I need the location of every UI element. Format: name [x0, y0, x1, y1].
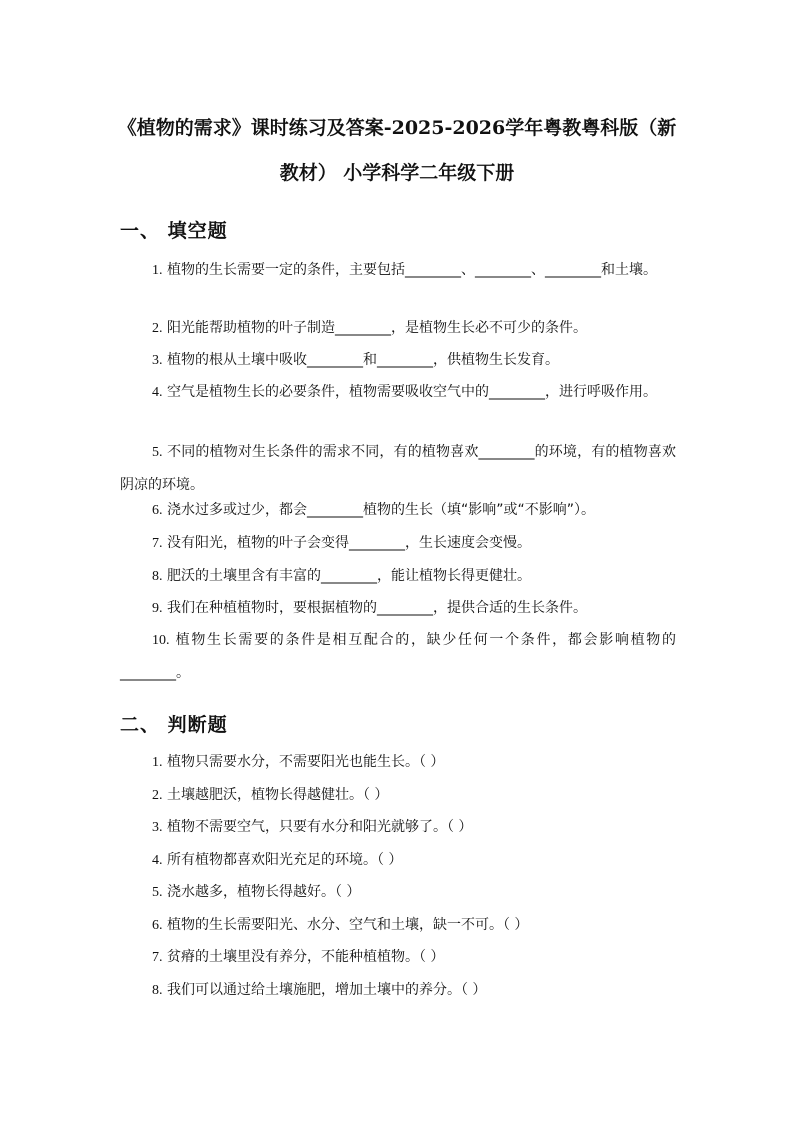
question-text: 贫瘠的土壤里没有养分，不能种植植物。（ ） — [162, 949, 445, 965]
judge-question-1 — [120, 746, 676, 779]
question-number: 3. — [152, 820, 163, 835]
question-text: 植物生长需要的条件是相互配合的，缺少任何一个条件，都会影响植物的________。 — [120, 632, 676, 681]
section-heading-fill-in: 一、 填空题 — [120, 220, 228, 242]
question-number: 6. — [152, 918, 163, 933]
section-heading-true-false: 二、 判断题 — [120, 714, 228, 736]
question-number: 2. — [152, 788, 163, 803]
question-text: 浇水过多或过少，都会________植物的生长（填“影响”或“不影响”）。 — [162, 502, 595, 518]
question-text: 阳光能帮助植物的叶子制造________，是植物生长必不可少的条件。 — [162, 320, 587, 336]
judge-question-6 — [120, 909, 676, 942]
fill-question-9 — [120, 592, 676, 625]
question-number: 4. — [152, 853, 163, 868]
question-text: 不同的植物对生长条件的需求不同，有的植物喜欢________的环境，有的植物喜欢阴凉的环境。 — [120, 444, 676, 493]
fill-question-5 — [120, 436, 676, 501]
question-text: 没有阳光，植物的叶子会变得________，生长速度会变慢。 — [162, 535, 531, 551]
judge-question-5 — [120, 876, 676, 909]
document-title: 《植物的需求》课时练习及答案-2025-2026学年粤教粤科版（新教材） 小学科学二年级下册 — [117, 117, 677, 184]
question-number: 1. — [152, 755, 163, 770]
question-text: 土壤越肥沃，植物长得越健壮。（ ） — [162, 787, 389, 803]
question-text: 植物只需要水分，不需要阳光也能生长。（ ） — [162, 754, 445, 770]
question-number: 1. — [152, 263, 163, 278]
judge-question-4 — [120, 844, 676, 877]
question-number: 9. — [152, 601, 163, 616]
question-text: 我们在种植植物时，要根据植物的________，提供合适的生长条件。 — [162, 600, 587, 616]
question-text: 植物不需要空气，只要有水分和阳光就够了。（ ） — [162, 819, 473, 835]
question-number: 4. — [152, 385, 163, 400]
question-text: 所有植物都喜欢阳光充足的环境。（ ） — [162, 852, 403, 868]
judge-question-8 — [120, 974, 676, 1007]
question-text: 植物的生长需要阳光、水分、空气和土壤，缺一不可。（ ） — [162, 917, 529, 933]
question-text: 我们可以通过给土壤施肥，增加土壤中的养分。（ ） — [162, 982, 487, 998]
question-text: 植物的根从土壤中吸收________和________，供植物生长发育。 — [162, 352, 559, 368]
question-number: 5. — [152, 885, 163, 900]
question-text: 肥沃的土壤里含有丰富的________，能让植物长得更健壮。 — [162, 568, 531, 584]
fill-question-8 — [120, 560, 676, 593]
question-number: 8. — [152, 569, 163, 584]
question-text: 空气是植物生长的必要条件，植物需要吸收空气中的________，进行呼吸作用。 — [162, 384, 657, 400]
question-number: 6. — [152, 503, 163, 518]
question-text: 浇水越多，植物长得越好。（ ） — [162, 884, 361, 900]
question-number: 8. — [152, 983, 163, 998]
question-number: 7. — [152, 950, 163, 965]
fill-question-7 — [120, 527, 676, 560]
judge-question-7 — [120, 941, 676, 974]
fill-question-6 — [120, 494, 676, 527]
judge-question-3 — [120, 811, 676, 844]
fill-question-10 — [120, 624, 676, 689]
question-number: 5. — [152, 445, 163, 460]
question-text: 植物的生长需要一定的条件，主要包括________、________、________和土壤。 — [162, 262, 657, 278]
question-number: 10. — [152, 633, 170, 648]
question-number: 3. — [152, 353, 163, 368]
question-number: 2. — [152, 321, 163, 336]
question-number: 7. — [152, 536, 163, 551]
fill-question-4 — [120, 376, 676, 409]
fill-question-3 — [120, 344, 676, 377]
judge-question-2 — [120, 779, 676, 812]
fill-question-1 — [120, 254, 676, 287]
fill-question-2 — [120, 312, 676, 345]
